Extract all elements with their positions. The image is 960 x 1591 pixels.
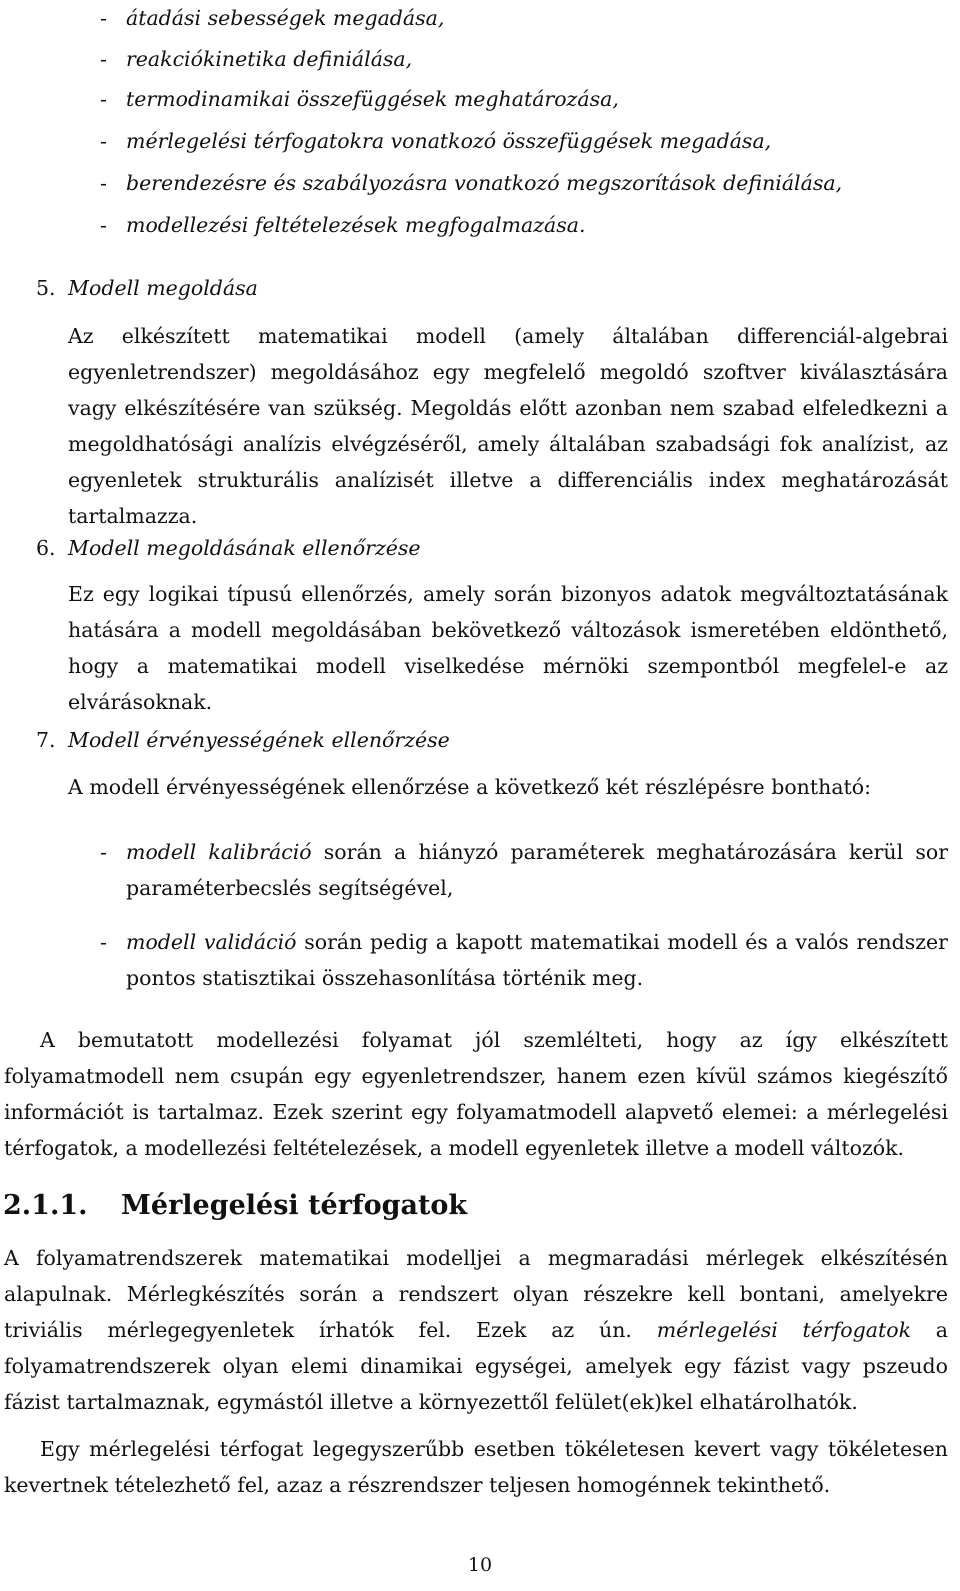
list-item [100,834,948,906]
step-number: 5. [36,276,56,300]
list-item [100,0,948,36]
list-item-text: reakciókinetika definiálása, [126,47,413,71]
list-item [100,207,948,243]
step-paragraph: A modell érvényességének ellenőrzése a következő két részlépésre bontható: [68,775,872,799]
section-title: Mérlegelési térfogatok [121,1190,468,1221]
list-dash: - [100,6,107,30]
term: modell validáció [126,930,297,954]
term: mérlegelési térfogatok [656,1318,911,1342]
step-paragraph: Az elkészített matematikai modell (amely általában differenciál-algebrai egyenletrendszer) megoldásához egy megfelelő megoldó szoftver kiválasztására vagy elkészítésére van szükség. Megoldás előtt azonban nem szabad elfeledkezni a megoldhatósági analízis elvégzéséről, amely általában szabadsági fok analízist, az egyenletek strukturális analízisét illetve a differenciális index meghatározását tartalmazza. [68,324,948,528]
section-paragraph: A folyamatrendszerek matematikai modelljei a megmaradási mérlegek elkészítésén alapulnak. Mérlegkészítés során a rendszert olyan részekre kell bontani, amelyekre triviális mérlegegyenletek írhatók fel. Ezek az ún. mérlegelési térfogatok a folyamatrendszerek olyan elemi dinamikai egységei, amelyek egy fázist vagy pszeudo fázist tartalmaznak, egymástól illetve a környezettől felület(ek)kel elhatárolhatók. [4,1246,948,1414]
list-dash: - [100,930,107,954]
section-heading [3,1186,467,1226]
list-item-text: modell validáció során pedig a kapott matematikai modell és a valós rendszer pontos statisztikai összehasonlítása történik meg. [126,930,948,990]
step-heading [36,722,936,758]
list-item [100,924,948,996]
step-heading [36,530,936,566]
step-number: 7. [36,728,56,752]
list-item [100,165,948,201]
list-dash: - [100,87,107,111]
list-item-text: modellezési feltételezések megfogalmazása. [126,213,586,237]
list-item-text: átadási sebességek megadása, [126,6,445,30]
list-item [100,81,948,117]
list-item [100,41,948,77]
section-number: 2.1.1. [3,1190,88,1221]
list-item-text: termodinamikai összefüggések meghatározása, [126,87,619,111]
page-number: 10 [467,1554,493,1576]
step-paragraph: Ez egy logikai típusú ellenőrzés, amely során bizonyos adatok megváltoztatásának hatására a modell megoldásában bekövetkező változások ismeretében eldönthető, hogy a matematikai modell viselkedése mérnöki szempontból megfelel-e az elvárásoknak. [68,582,948,714]
section-paragraph: Egy mérlegelési térfogat legegyszerűbb esetben tökéletesen kevert vagy tökéletesen kevertnek tételezhető fel, azaz a részrendszer teljesen homogénnek tekinthető. [4,1437,948,1497]
list-dash: - [100,213,107,237]
list-dash: - [100,171,107,195]
list-dash: - [100,47,107,71]
list-dash: - [100,129,107,153]
step-number: 6. [36,536,56,560]
step-title: Modell megoldása [68,276,258,300]
list-item-text: mérlegelési térfogatokra vonatkozó összefüggések megadása, [126,129,772,153]
list-item-text: modell kalibráció során a hiányzó paraméterek meghatározására kerül sor paraméterbecslés segítségével, [126,840,948,900]
step-heading [36,270,936,306]
list-dash: - [100,840,107,864]
summary-paragraph: A bemutatott modellezési folyamat jól szemlélteti, hogy az így elkészített folyamatmodell nem csupán egy egyenletrendszer, hanem ezen kívül számos kiegészítő információt is tartalmaz. Ezek szerint egy folyamatmodell alapvető elemei: a mérlegelési térfogatok, a modellezési feltételezések, a modell egyenletek illetve a modell változók. [4,1028,948,1160]
term: modell kalibráció [126,840,312,864]
step-title: Modell érvényességének ellenőrzése [68,728,450,752]
step-title: Modell megoldásának ellenőrzése [68,536,421,560]
list-item-text: berendezésre és szabályozásra vonatkozó megszorítások definiálása, [126,171,843,195]
list-item [100,123,948,159]
